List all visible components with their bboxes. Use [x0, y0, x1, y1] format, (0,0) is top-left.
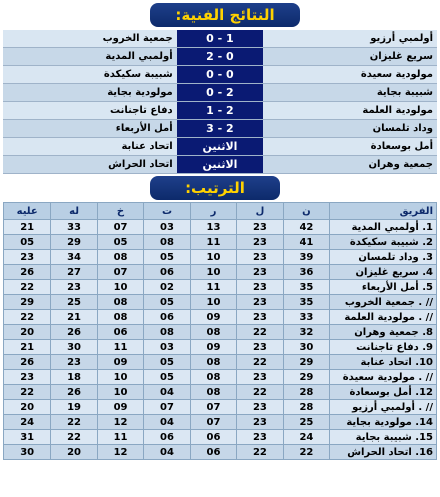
- played: 22: [237, 445, 283, 460]
- standings-row: [4, 445, 437, 460]
- team-name: 16. اتحاد الحراش: [330, 445, 437, 460]
- won: 09: [190, 340, 236, 355]
- results-table: [3, 30, 437, 174]
- played: 23: [237, 430, 283, 445]
- match-score: 0 - 0: [177, 66, 264, 84]
- won: 10: [190, 265, 236, 280]
- lost: 09: [97, 355, 143, 370]
- goals-for: 23: [51, 355, 97, 370]
- points: 35: [283, 295, 329, 310]
- standings-row: [4, 295, 437, 310]
- standings-row: [4, 400, 437, 415]
- goals-against: 26: [4, 265, 51, 280]
- points: 29: [283, 370, 329, 385]
- team-name: 8. جمعية وهران: [330, 325, 437, 340]
- results-title: النتائج الفنية:: [175, 6, 275, 24]
- match-score: 1 - 2: [177, 102, 264, 120]
- drawn: 08: [144, 235, 190, 250]
- header-drawn: ت: [144, 203, 190, 220]
- won: 11: [190, 280, 236, 295]
- points: 32: [283, 325, 329, 340]
- goals-for: 27: [51, 265, 97, 280]
- won: 08: [190, 370, 236, 385]
- points: 25: [283, 415, 329, 430]
- goals-against: 31: [4, 430, 51, 445]
- goals-against: 20: [4, 325, 51, 340]
- won: 06: [190, 445, 236, 460]
- goals-for: 26: [51, 385, 97, 400]
- match-score: 0 - 2: [177, 84, 264, 102]
- home-team: أمل بوسعادة: [263, 138, 437, 156]
- standings-row: [4, 250, 437, 265]
- result-row: [3, 48, 437, 66]
- result-row: [3, 156, 437, 174]
- goals-for: 22: [51, 415, 97, 430]
- played: 23: [237, 265, 283, 280]
- goals-for: 25: [51, 295, 97, 310]
- drawn: 05: [144, 370, 190, 385]
- standings-row: [4, 355, 437, 370]
- standings-header-row: [4, 203, 437, 220]
- played: 22: [237, 325, 283, 340]
- result-row: [3, 138, 437, 156]
- played: 22: [237, 355, 283, 370]
- lost: 08: [97, 250, 143, 265]
- home-team: مولودية سعيدة: [263, 66, 437, 84]
- drawn: 02: [144, 280, 190, 295]
- goals-against: 23: [4, 250, 51, 265]
- standings-table: [3, 202, 437, 460]
- goals-for: 23: [51, 280, 97, 295]
- points: 28: [283, 400, 329, 415]
- team-name: 1. أولمبي المدية: [330, 220, 437, 235]
- standings-row: [4, 280, 437, 295]
- goals-for: 22: [51, 430, 97, 445]
- points: 30: [283, 340, 329, 355]
- match-score: 0 - 1: [177, 30, 264, 48]
- drawn: 05: [144, 355, 190, 370]
- team-name: 14. مولودية بجاية: [330, 415, 437, 430]
- goals-against: 26: [4, 355, 51, 370]
- lost: 06: [97, 325, 143, 340]
- lost: 09: [97, 400, 143, 415]
- match-score: الاثنين: [177, 156, 264, 174]
- away-team: مولودية بجاية: [3, 84, 177, 102]
- header-team: الفريق: [330, 203, 437, 220]
- home-team: جمعية وهران: [263, 156, 437, 174]
- points: 29: [283, 355, 329, 370]
- goals-against: 23: [4, 370, 51, 385]
- standings-row: [4, 310, 437, 325]
- lost: 10: [97, 370, 143, 385]
- team-name: // . جمعية الخروب: [330, 295, 437, 310]
- drawn: 03: [144, 220, 190, 235]
- lost: 08: [97, 310, 143, 325]
- goals-for: 34: [51, 250, 97, 265]
- goals-against: 29: [4, 295, 51, 310]
- standings-row: [4, 325, 437, 340]
- result-row: [3, 30, 437, 48]
- team-name: 2. شبيبة سكيكدة: [330, 235, 437, 250]
- team-name: 4. سريع غليزان: [330, 265, 437, 280]
- standings-row: [4, 220, 437, 235]
- away-team: اتحاد عنابة: [3, 138, 177, 156]
- home-team: مولودية العلمة: [263, 102, 437, 120]
- goals-against: 21: [4, 340, 51, 355]
- drawn: 05: [144, 295, 190, 310]
- played: 23: [237, 370, 283, 385]
- away-team: جمعية الخروب: [3, 30, 177, 48]
- result-row: [3, 84, 437, 102]
- drawn: 06: [144, 265, 190, 280]
- away-team: دفاع تاجنانت: [3, 102, 177, 120]
- result-row: [3, 66, 437, 84]
- goals-against: 20: [4, 400, 51, 415]
- home-team: سريع غليزان: [263, 48, 437, 66]
- standings-row: [4, 340, 437, 355]
- goals-against: 24: [4, 415, 51, 430]
- won: 08: [190, 355, 236, 370]
- goals-against: 22: [4, 310, 51, 325]
- drawn: 03: [144, 340, 190, 355]
- played: 23: [237, 220, 283, 235]
- lost: 11: [97, 430, 143, 445]
- goals-for: 20: [51, 445, 97, 460]
- won: 07: [190, 415, 236, 430]
- drawn: 07: [144, 400, 190, 415]
- played: 23: [237, 340, 283, 355]
- team-name: 3. وداد تلمسان: [330, 250, 437, 265]
- goals-against: 22: [4, 385, 51, 400]
- goals-for: 26: [51, 325, 97, 340]
- match-score: 2 - 0: [177, 48, 264, 66]
- lost: 07: [97, 265, 143, 280]
- goals-for: 18: [51, 370, 97, 385]
- goals-against: 30: [4, 445, 51, 460]
- lost: 10: [97, 280, 143, 295]
- drawn: 04: [144, 415, 190, 430]
- drawn: 04: [144, 385, 190, 400]
- standings-banner: [150, 176, 280, 200]
- away-team: شبيبة سكيكدة: [3, 66, 177, 84]
- points: 33: [283, 310, 329, 325]
- drawn: 08: [144, 325, 190, 340]
- points: 41: [283, 235, 329, 250]
- team-name: 5. أمل الأربعاء: [330, 280, 437, 295]
- won: 08: [190, 325, 236, 340]
- goals-against: 22: [4, 280, 51, 295]
- home-team: شبيبة بجاية: [263, 84, 437, 102]
- won: 08: [190, 385, 236, 400]
- goals-for: 21: [51, 310, 97, 325]
- played: 23: [237, 250, 283, 265]
- header-played: ل: [237, 203, 283, 220]
- header-against: عليه: [4, 203, 51, 220]
- team-name: // . مولودية سعيدة: [330, 370, 437, 385]
- result-row: [3, 102, 437, 120]
- standings-title: الترتيب:: [185, 179, 245, 197]
- played: 23: [237, 295, 283, 310]
- result-row: [3, 120, 437, 138]
- lost: 05: [97, 235, 143, 250]
- won: 13: [190, 220, 236, 235]
- lost: 10: [97, 385, 143, 400]
- home-team: أولمبي أرزيو: [263, 30, 437, 48]
- won: 10: [190, 250, 236, 265]
- lost: 08: [97, 295, 143, 310]
- team-name: 12. أمل بوسعادة: [330, 385, 437, 400]
- team-name: 9. دفاع تاجنانت: [330, 340, 437, 355]
- points: 36: [283, 265, 329, 280]
- points: 22: [283, 445, 329, 460]
- standings-row: [4, 265, 437, 280]
- goals-for: 30: [51, 340, 97, 355]
- points: 42: [283, 220, 329, 235]
- won: 10: [190, 295, 236, 310]
- played: 23: [237, 400, 283, 415]
- team-name: 10. اتحاد عنابة: [330, 355, 437, 370]
- standings-row: [4, 370, 437, 385]
- match-score: الاثنين: [177, 138, 264, 156]
- team-name: // . أولمبي أرزيو: [330, 400, 437, 415]
- match-score: 3 - 2: [177, 120, 264, 138]
- lost: 11: [97, 340, 143, 355]
- won: 09: [190, 310, 236, 325]
- standings-row: [4, 415, 437, 430]
- standings-row: [4, 430, 437, 445]
- header-for: له: [51, 203, 97, 220]
- points: 28: [283, 385, 329, 400]
- header-lost: خ: [97, 203, 143, 220]
- goals-for: 19: [51, 400, 97, 415]
- points: 39: [283, 250, 329, 265]
- standings-row: [4, 385, 437, 400]
- lost: 12: [97, 445, 143, 460]
- goals-against: 05: [4, 235, 51, 250]
- drawn: 04: [144, 445, 190, 460]
- played: 23: [237, 280, 283, 295]
- won: 11: [190, 235, 236, 250]
- drawn: 05: [144, 250, 190, 265]
- header-won: ر: [190, 203, 236, 220]
- played: 22: [237, 385, 283, 400]
- results-banner: [150, 3, 300, 27]
- lost: 07: [97, 220, 143, 235]
- goals-for: 29: [51, 235, 97, 250]
- won: 07: [190, 400, 236, 415]
- goals-against: 21: [4, 220, 51, 235]
- lost: 12: [97, 415, 143, 430]
- played: 23: [237, 310, 283, 325]
- played: 23: [237, 415, 283, 430]
- standings-row: [4, 235, 437, 250]
- header-points: ن: [283, 203, 329, 220]
- played: 23: [237, 235, 283, 250]
- goals-for: 33: [51, 220, 97, 235]
- drawn: 06: [144, 430, 190, 445]
- team-name: 15. شبيبة بجاية: [330, 430, 437, 445]
- home-team: وداد تلمسان: [263, 120, 437, 138]
- away-team: أولمبي المدية: [3, 48, 177, 66]
- points: 35: [283, 280, 329, 295]
- away-team: أمل الأربعاء: [3, 120, 177, 138]
- points: 24: [283, 430, 329, 445]
- drawn: 06: [144, 310, 190, 325]
- team-name: // . مولودية العلمة: [330, 310, 437, 325]
- away-team: اتحاد الحراش: [3, 156, 177, 174]
- won: 06: [190, 430, 236, 445]
